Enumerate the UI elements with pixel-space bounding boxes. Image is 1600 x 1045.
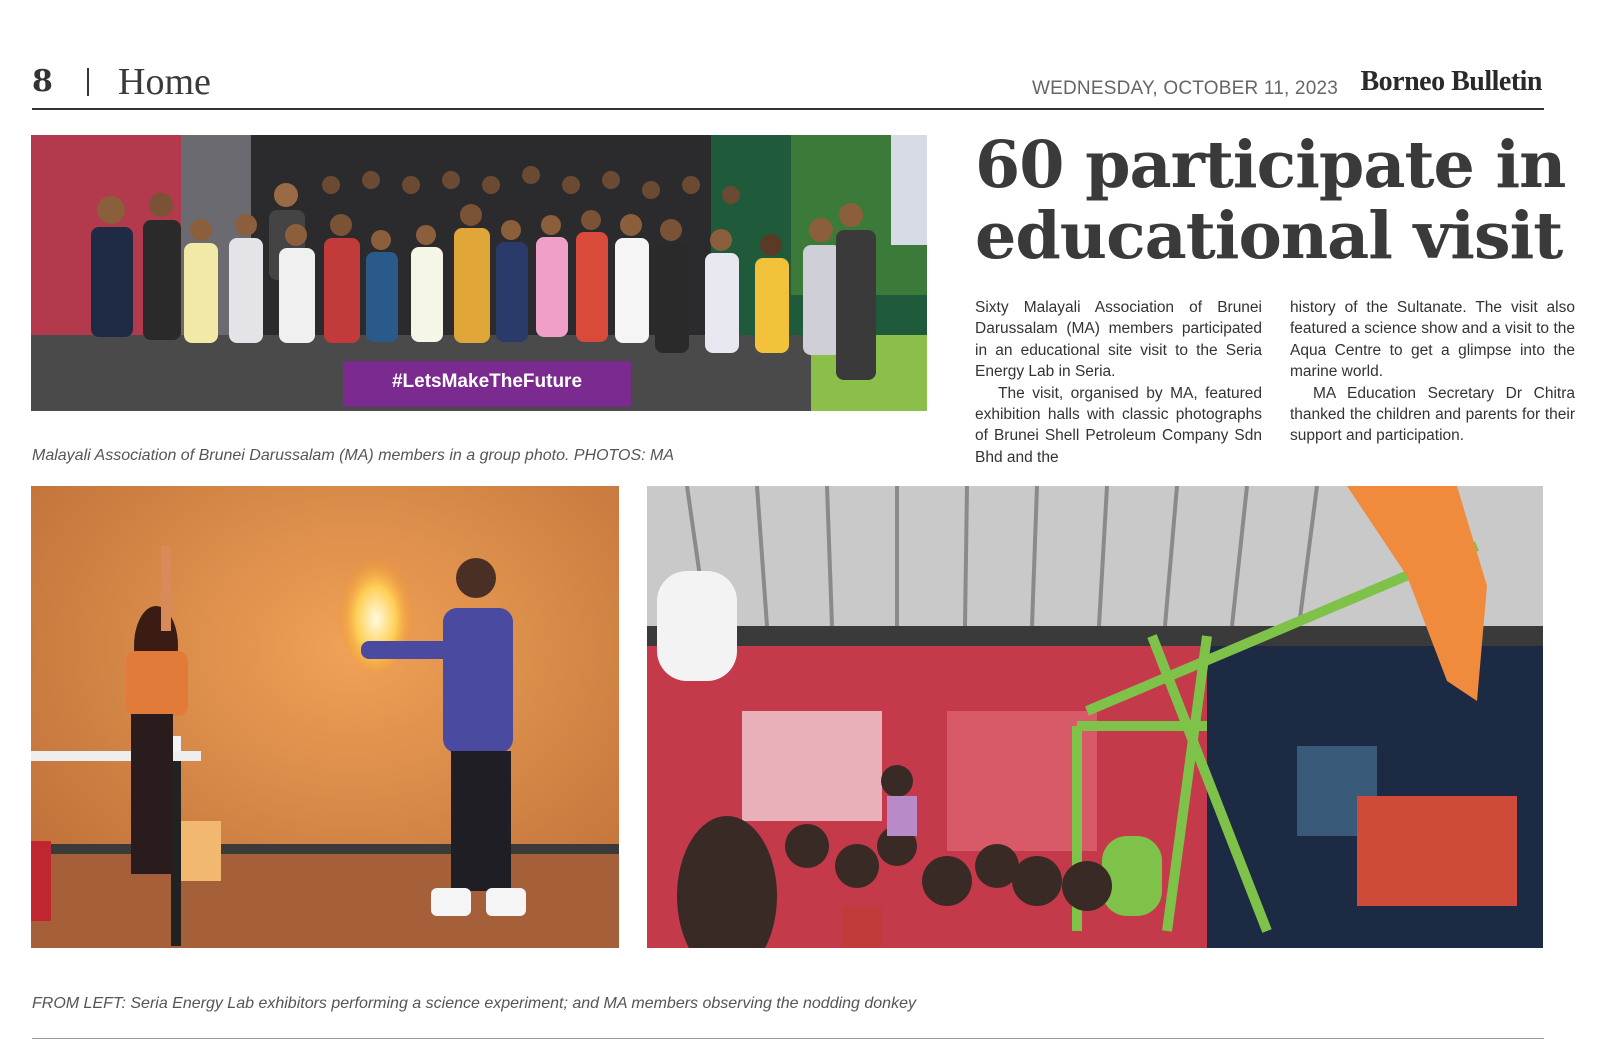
- headline-line-1: 60 participate in: [975, 127, 1566, 203]
- nodding-donkey-photo: [647, 486, 1543, 948]
- bottom-divider: [32, 1038, 1544, 1039]
- group-photo-caption: Malayali Association of Brunei Darussalam (MA) members in a group photo. PHOTOS: MA: [32, 447, 675, 464]
- header-divider: [87, 68, 89, 96]
- article-headline: [975, 127, 1566, 274]
- science-experiment-photo: [31, 486, 619, 948]
- article-column-2: [1290, 297, 1575, 447]
- group-photo: [31, 135, 927, 411]
- paragraph-1: Sixty Malayali Association of Brunei Darussalam (MA) members participated in an educational site visit to the Seria Energy Lab in Seria.: [975, 299, 1262, 381]
- page-header: [32, 58, 1544, 110]
- paragraph-3: history of the Sultanate. The visit also featured a science show and a visit to the Aqua Centre to get a glimpse into the marine world.: [1290, 299, 1575, 381]
- bottom-photos-caption: FROM LEFT: Seria Energy Lab exhibitors performing a science experiment; and MA members observing the nodding donkey: [32, 995, 916, 1012]
- headline-line-2: educational visit: [975, 198, 1563, 274]
- publication-logo: Borneo Bulletin: [1360, 66, 1542, 97]
- paragraph-2: The visit, organised by MA, featured exhibition halls with classic photographs of Brunei Shell Petroleum Company Sdn Bhd and the: [975, 384, 1262, 466]
- banner-text: #LetsMakeTheFuture: [391, 371, 583, 392]
- article-column-1: [975, 297, 1262, 468]
- page-number: 8: [32, 64, 53, 99]
- section-title: Home: [118, 61, 211, 103]
- paragraph-4: MA Education Secretary Dr Chitra thanked the children and parents for their support and participation.: [1290, 384, 1575, 445]
- issue-date: WEDNESDAY, OCTOBER 11, 2023: [1032, 78, 1338, 99]
